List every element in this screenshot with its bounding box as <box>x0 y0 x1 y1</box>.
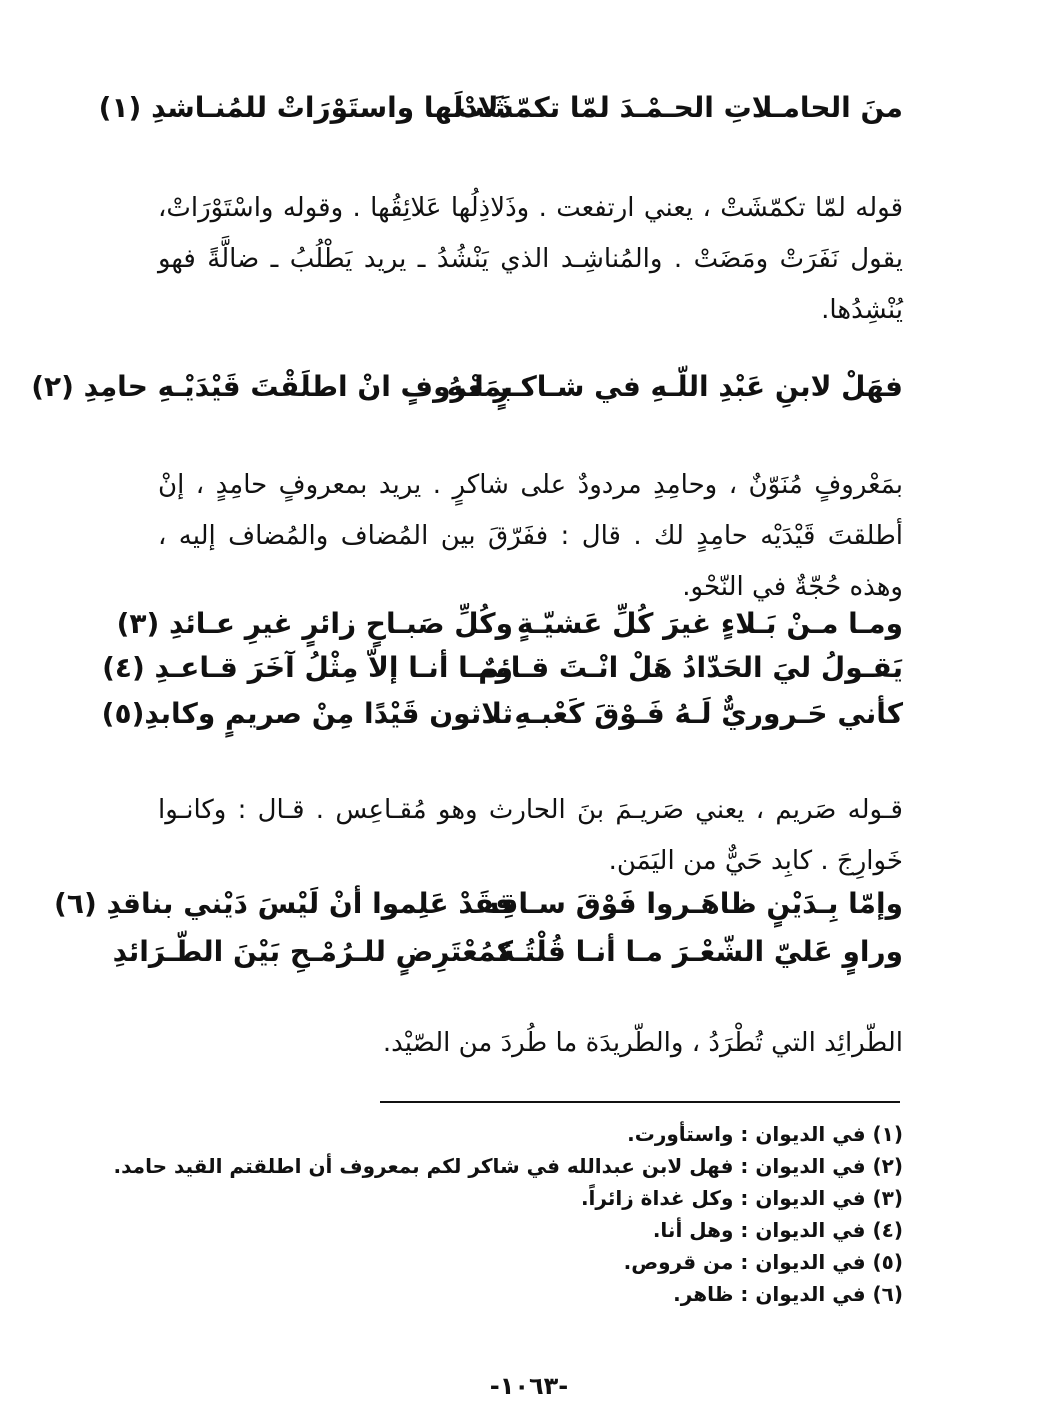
verse-hemistich-second: بمَعْروفٍ انْ اطلَقْتَ قَيْدَيْـهِ حامِدِ (٢) <box>31 370 513 403</box>
verse-line <box>102 646 903 690</box>
footnote-divider <box>380 1101 900 1103</box>
verse-hemistich-second: ثلاثون قَيْدًا مِنْ صريمٍ وكابدِ(٥) <box>101 697 513 730</box>
verse-line <box>98 86 903 130</box>
commentary-text: قـوله صَريم ، يعني صَريـمَ بنَ الحارث وهو مُقـاعِس . قـال : وكانـوا خَوارِجَ . كابِد حَيٌّ من اليَمَن. <box>158 795 903 876</box>
commentary-paragraph <box>158 183 903 336</box>
verse-hemistich-second: ذَلاذلَها واستَوْرَاتْ للمُنـاشدِ (١) <box>98 91 513 124</box>
verse-hemistich-second: وكُلِّ صَبـاحٍ زائرٍ غيرِ عـائدِ (٣) <box>116 607 513 640</box>
footnote: (٤) في الديوان : وهل أنا. <box>652 1218 903 1242</box>
commentary-text: بمَعْروفٍ مُنَوّنٌ ، وحامِدِ مردودٌ على شاكرٍ . يريد بمعروفٍ حامِدٍ ، إنْ أطلقتَ قَيْدَيْه حامِدٍ لك . قال : ففَرّقَ بين المُضاف والمُضاف إليه ، وهذه حُجّةٌ في النّحْو. <box>158 470 903 602</box>
verse-hemistich-first: وإمّا بِـدَيْنٍ ظاهَـروا فَوْقَ سـاقِه <box>483 887 903 920</box>
verse-hemistich-first: ومـا مـنْ بَـلاءٍ غيرَ كُلِّ عَشيّـةٍ <box>516 607 903 640</box>
verse-hemistich-first: فهَلْ لابنِ عَبْدِ اللّـهِ في شـاكـرٍ لـهُ <box>446 370 903 403</box>
footnote: (١) في الديوان : واستأورت. <box>627 1122 903 1146</box>
commentary-paragraph <box>158 785 903 887</box>
verse-line <box>54 882 903 926</box>
verse-line <box>112 930 903 974</box>
footnote: (٣) في الديوان : وكل غداة زائراً. <box>580 1186 903 1210</box>
commentary-paragraph <box>158 1018 903 1069</box>
verse-line <box>116 602 903 646</box>
footnote: (٢) في الديوان : فهل لابن عبدالله في شاكر لكم بمعروف أن اطلقتم القيد حامد. <box>113 1154 903 1178</box>
page-number: -١٠٦٣- <box>489 1372 569 1400</box>
footnote: (٥) في الديوان : من قروص. <box>623 1250 903 1274</box>
commentary-text: الطّرائِد التي تُطْرَدُ ، والطّريدَة ما طُردَ من الصّيْد. <box>382 1028 903 1058</box>
footnotes <box>113 1118 903 1310</box>
verse-hemistich-first: يَقـولُ ليَ الحَدّادُ هَلْ انْـتَ قـائمٌ <box>478 651 903 684</box>
verse-line <box>101 692 903 736</box>
verse-line <box>31 365 903 409</box>
verse-hemistich-first: وراوٍ عَليّ الشّعْـرَ مـا أنـا قُلْتُـهُ <box>498 935 903 968</box>
verse-hemistich-first: منَ الحامـلاتِ الحـمْـدَ لمّا تكمّشَتْ <box>456 91 903 124</box>
commentary-text: قوله لمّا تكمّشَتْ ، يعني ارتفعت . وذَلاذِلُها عَلائِقُها . وقوله واسْتَوْرَاتْ، يقول نَفَرَتْ ومَضَتْ . والمُناشِـد الذي يَنْشُدُ ـ يريد يَطْلُبُ ـ ضالَّةً فهو يُنْشِدُها. <box>158 193 903 325</box>
footnote: (٦) في الديوان : ظاهر. <box>673 1282 903 1306</box>
verse-hemistich-second: كمُعْتَرِضٍ للـرُمْـحِ بَيْنَ الطّـرَائدِ <box>112 935 513 968</box>
commentary-paragraph <box>158 460 903 613</box>
verse-hemistich-second: فقَدْ عَلِموا أنْ لَيْسَ دَيْني بناقدِ (٦) <box>54 887 513 920</box>
verse-hemistich-first: كأني حَـروريٌّ لَـهُ فَـوْقَ كَعْبـهِ <box>514 697 903 730</box>
verse-hemistich-second: ومـا أنـا إلاّ مِثْلُ آخَرَ قـاعـدِ (٤) <box>102 651 513 684</box>
